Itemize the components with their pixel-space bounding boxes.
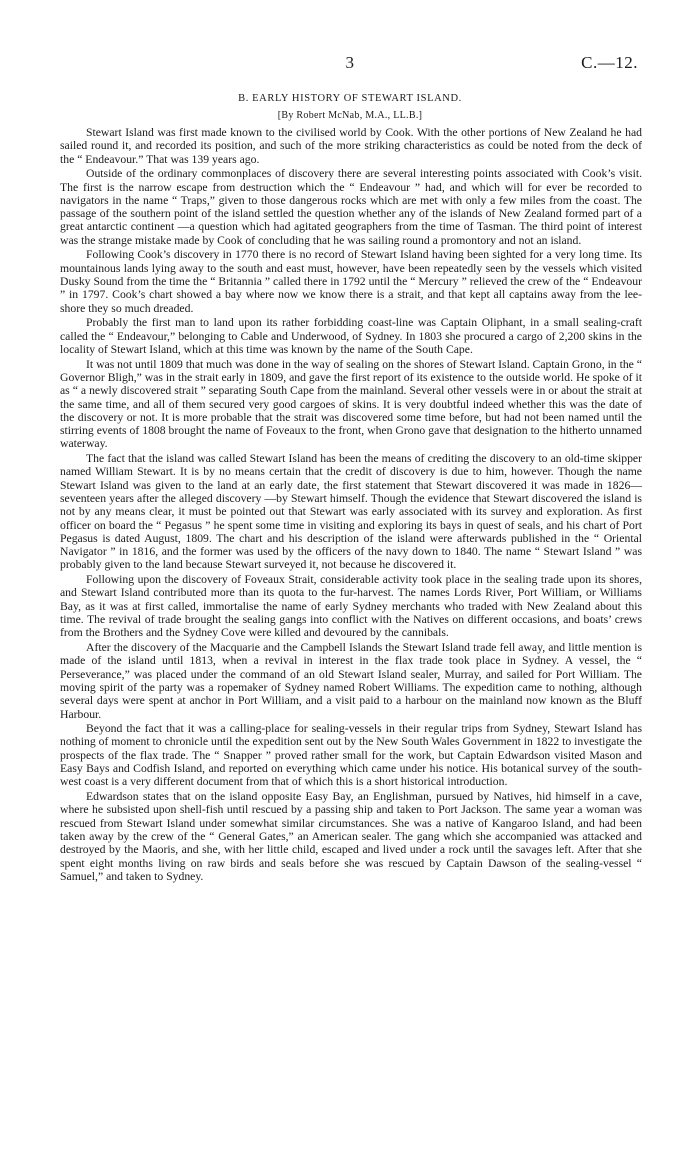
paragraph: Edwardson states that on the island opposite Easy Bay, an Englishman, pursued by Natives, hid himself in a cave, where he subsisted upon shell-fish until rescued by a passing ship and taken to Port Jackson. The same year a woman was rescued from Stewart Island under somewhat similar circumstances. She was a native of Kangaroo Island, and had been taken away by the crew of the “ General Gates,” an American sealer. The gang which she accompanied was attacked and destroyed by the Maoris, and she, with her little child, escaped and lived under a rock until the savages left. After that she spent eight months living on raw birds and seals before she was rescued by Captain Dawson of the sealing-vessel “ Samuel,” and taken to Sydney. — [60, 790, 642, 883]
paragraph: Stewart Island was first made known to the civilised world by Cook. With the other portions of New Zealand he had sailed round it, and recorded its position, and such of the more striking characteristics as could be noted from the deck of the “ Endeavour.” That was 139 years ago. — [60, 126, 642, 166]
paragraph: Following upon the discovery of Foveaux Strait, considerable activity took place in the sealing trade upon its shores, and Stewart Island contributed more than its quota to the fur-harvest. The names Lords River, Port William, or Williams Bay, as it was at first called, immortalise the name of early Sydney merchants who traded with New Zealand about this time. The revival of trade brought the sealing gangs into conflict with the Natives on different occasions, and boats’ crews from the Brothers and the Sydney Cove were killed and devoured by the cannibals. — [60, 573, 642, 640]
paragraph: Beyond the fact that it was a calling-place for sealing-vessels in their regular trips from Sydney, Stewart Island has nothing of moment to chronicle until the expedition sent out by the New South Wales Government in 1822 to investigate the prospects of the flax trade. The “ Snapper ” proved rather small for the work, but Captain Edwardson visited Mason and Easy Bays and Codfish Island, and reported on everything which came under his notice. His botanical survey of the south-west coast is a very different document from that of which this is a short historical introduction. — [60, 722, 642, 789]
paragraph: Following Cook’s discovery in 1770 there is no record of Stewart Island having been sighted for a very long time. Its mountainous lands lying away to the south and east must, however, have been repeatedly seen by the vessels which visited Dusky Sound from the time the “ Britannia ” called there in 1792 until the “ Mercury ” relieved the crew of the “ Endeavour ” in 1797. Cook’s chart showed a bay where now we know there is a strait, and that kept all captains away from the lee-shore they so much dreaded. — [60, 248, 642, 315]
document-reference: C.—12. — [581, 53, 638, 72]
paragraph: After the discovery of the Macquarie and the Campbell Islands the Stewart Island trade fell away, and little mention is made of the island until 1813, when a revival in interest in the flax trade took place in Sydney. A vessel, the “ Perseverance,” was placed under the command of an old Stewart Island sealer, Murray, and sailed for Port William. The moving spirit of the party was a ropemaker of Sydney named Robert Williams. The expedition came to nothing, although several days were spent at anchor in Port William, and a visit paid to a harbour on the mainland now known as the Bluff Harbour. — [60, 641, 642, 721]
paragraph: It was not until 1809 that much was done in the way of sealing on the shores of Stewart Island. Captain Grono, in the “ Governor Bligh,” was in the strait early in 1809, and gave the first report of its existence to the outside world. He spoke of it as “ a newly discovered strait ” separating South Cape from the mainland. Several other vessels were in or about the strait at the same time, and all of them secured very good cargoes of skins. It is very doubtful indeed whether this was the date of the discovery or not. It is more probable that the strait was discovered some time before, but had not been named until the stirring events of 1808 brought the name of Foveaux to the front, when Grono gave that designation to the hitherto unnamed waterway. — [60, 357, 642, 451]
page-number: 3 — [345, 53, 355, 72]
paragraph: The fact that the island was called Stewart Island has been the means of crediting the discovery to an old-time skipper named William Stewart. It is by no means certain that the credit of discovery is due to him, however. Though the name Stewart Island was given to the land at an early date, the first statement that Stewart discovered it was made in 1826—seventeen years after the alleged discovery —by Stewart himself. Though the evidence that Stewart discovered the island is not by any means clear, it must be pointed out that Stewart was early associated with its survey and exploration. As first officer on board the “ Pegasus ” he spent some time in visiting and exploring its bays in quest of seals, and his chart of Port Pegasus is dated August, 1809. The chart and his description of the island were afterwards published in the “ Oriental Navigator ” in 1816, and the former was used by the officers of the navy down to 1840. The name “ Stewart Island ” was probably given to the land because Stewart surveyed it, not because he discovered it. — [60, 452, 642, 572]
article-body — [60, 126, 642, 883]
section-title: B. EARLY HISTORY OF STEWART ISLAND. — [238, 93, 462, 104]
paragraph: Probably the first man to land upon its rather forbidding coast-line was Captain Oliphant, in a small sealing-craft called the “ Endeavour,” belonging to Cable and Underwood, of Sydney. In 1803 she procured a cargo of 2,200 skins in the locality of Stewart Island, which at this time was known by the name of the South Cape. — [60, 316, 642, 356]
author-byline: [By Robert McNab, M.A., LL.B.] — [277, 110, 423, 121]
paragraph: Outside of the ordinary commonplaces of discovery there are several interesting points associated with Cook’s visit. The first is the narrow escape from destruction which the “ Endeavour ” had, and which will for ever be recorded to navigators in the name “ Traps,” given to those dangerous rocks which are met with only a few miles from the coast. The passage of the southern point of the island settled the question whether any of the islands of New Zealand formed part of a great antarctic continent —a question which had agitated geographers from the time of Tasman. The third point of interest was the strange mistake made by Cook of concluding that he was sailing round a promontory and not an island. — [60, 167, 642, 247]
